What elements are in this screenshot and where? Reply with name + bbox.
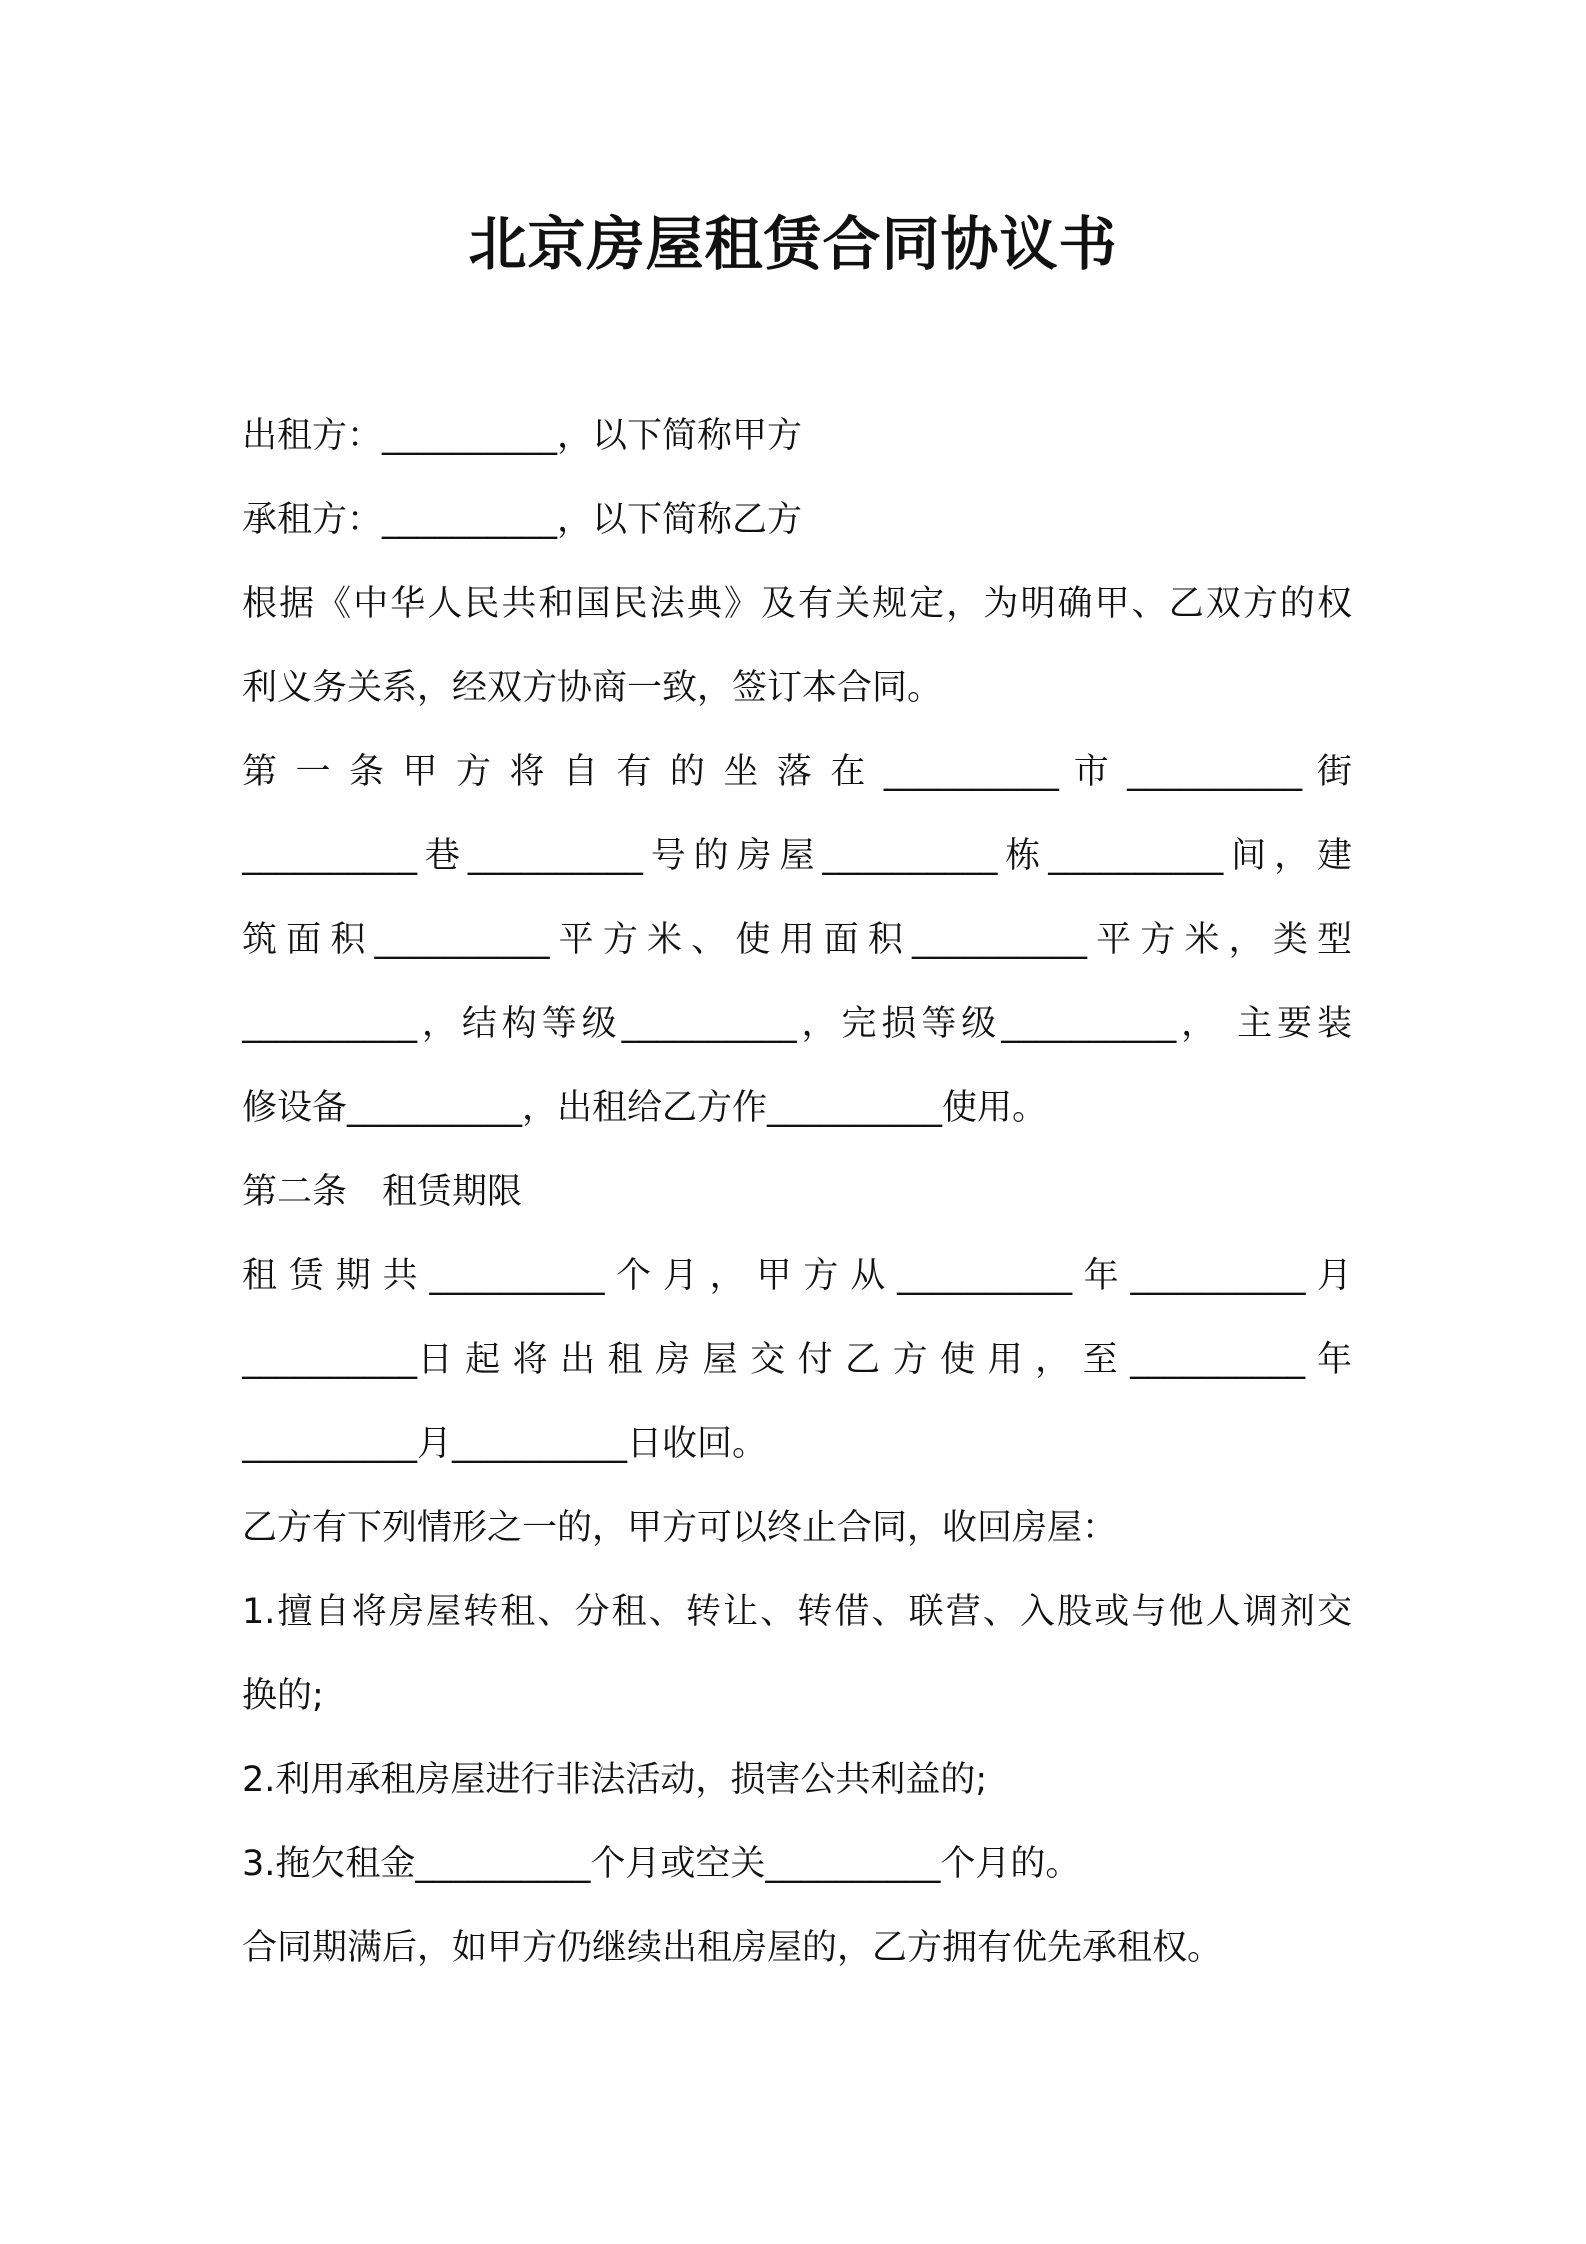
preamble-line-2: 利义务关系，经双方协商一致，签订本合同。 — [242, 668, 943, 708]
article-1-line-2: __________巷__________号的房屋__________栋__________间，建 — [242, 836, 1352, 876]
termination-intro: 乙方有下列情形之一的，甲方可以终止合同，收回房屋： — [242, 1508, 1118, 1548]
termination-item-1-line-2: 换的; — [242, 1676, 324, 1716]
lessee-line: 承租方：__________，以下简称乙方 — [242, 500, 803, 540]
renewal-priority-line: 合同期满后，如甲方仍继续出租房屋的，乙方拥有优先承租权。 — [242, 1928, 1223, 1968]
lease-term-line-1: 租 赁 期 共 __________ 个 月 ， 甲 方 从 __________ 年 __________ 月 — [242, 1256, 1352, 1296]
article-1-line-3: 筑面积__________平方米、使用面积__________平方米，类型 — [242, 920, 1352, 960]
termination-item-3: 3.拖欠租金__________个月或空关__________个月的。 — [242, 1844, 1081, 1884]
termination-item-2: 2.利用承租房屋进行非法活动，损害公共利益的; — [242, 1760, 988, 1800]
lease-term-line-2: __________日 起 将 出 租 房 屋 交 付 乙 方 使 用 ， 至 __________ 年 — [242, 1340, 1352, 1380]
article-1-line-5: 修设备__________，出租给乙方作__________使用。 — [242, 1088, 1048, 1128]
article-1-line-4: __________，结构等级__________，完损等级__________， 主要装 — [242, 1004, 1352, 1044]
termination-item-1-line-1: 1.擅自将房屋转租、分租、转让、转借、联营、入股或与他人调剂交 — [242, 1592, 1352, 1632]
article-2-heading: 第二条 租赁期限 — [242, 1172, 523, 1212]
document-title: 北京房屋租赁合同协议书 — [468, 210, 1118, 278]
lessor-line: 出租方：__________，以下简称甲方 — [242, 416, 803, 456]
article-1-line-1: 第 一 条 甲 方 将 自 有 的 坐 落 在 __________ 市 __________ 街 — [242, 752, 1352, 792]
lease-term-line-3: __________月__________日收回。 — [242, 1424, 768, 1464]
preamble-line-1: 根据《中华人民共和国民法典》及有关规定，为明确甲、乙双方的权 — [242, 584, 1352, 624]
